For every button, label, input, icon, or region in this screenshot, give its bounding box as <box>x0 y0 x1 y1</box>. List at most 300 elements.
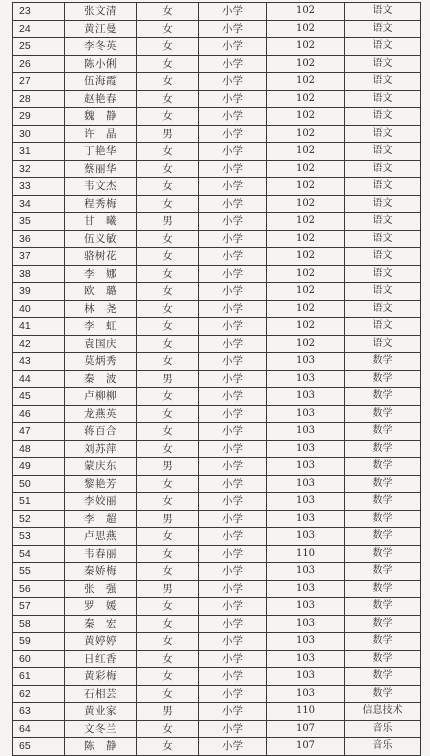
row-number-cell: 30 <box>13 125 65 143</box>
row-number-cell: 38 <box>13 265 65 283</box>
school-level-cell: 小学 <box>199 160 267 178</box>
subject-cell: 数学 <box>345 510 421 528</box>
school-level-cell: 小学 <box>199 300 267 318</box>
subject-cell: 语文 <box>345 3 421 21</box>
row-number-cell: 63 <box>13 703 65 721</box>
gender-cell: 女 <box>137 73 199 91</box>
school-level-cell: 小学 <box>199 738 267 756</box>
row-number-cell: 36 <box>13 230 65 248</box>
school-level-cell: 小学 <box>199 545 267 563</box>
row-number-cell: 47 <box>13 423 65 441</box>
row-number-cell: 51 <box>13 493 65 511</box>
subject-cell: 语文 <box>345 318 421 336</box>
row-number-cell: 58 <box>13 615 65 633</box>
name-cell: 骆树花 <box>65 248 137 266</box>
row-number-cell: 33 <box>13 178 65 196</box>
exam-room-cell: 103 <box>267 440 345 458</box>
row-number-cell: 56 <box>13 580 65 598</box>
row-number-cell: 49 <box>13 458 65 476</box>
exam-room-cell: 102 <box>267 55 345 73</box>
subject-cell: 语文 <box>345 108 421 126</box>
row-number-cell: 64 <box>13 720 65 738</box>
exam-room-cell: 103 <box>267 458 345 476</box>
name-cell: 罗 媛 <box>65 598 137 616</box>
name-cell: 韦春丽 <box>65 545 137 563</box>
school-level-cell: 小学 <box>199 598 267 616</box>
table-row <box>13 668 421 686</box>
gender-cell: 女 <box>137 633 199 651</box>
table-row <box>13 3 421 21</box>
row-number-cell: 34 <box>13 195 65 213</box>
school-level-cell: 小学 <box>199 633 267 651</box>
subject-cell: 数学 <box>345 458 421 476</box>
table-row <box>13 475 421 493</box>
school-level-cell: 小学 <box>199 440 267 458</box>
name-cell: 龙燕英 <box>65 405 137 423</box>
subject-cell: 信息技术 <box>345 703 421 721</box>
table-row <box>13 283 421 301</box>
row-number-cell: 23 <box>13 3 65 21</box>
gender-cell: 女 <box>137 143 199 161</box>
row-number-cell: 46 <box>13 405 65 423</box>
table-row <box>13 20 421 38</box>
gender-cell: 女 <box>137 90 199 108</box>
school-level-cell: 小学 <box>199 703 267 721</box>
gender-cell: 男 <box>137 213 199 231</box>
exam-room-cell: 102 <box>267 90 345 108</box>
gender-cell: 女 <box>137 405 199 423</box>
subject-cell: 语文 <box>345 20 421 38</box>
table-row <box>13 458 421 476</box>
name-cell: 程秀梅 <box>65 195 137 213</box>
row-number-cell: 61 <box>13 668 65 686</box>
gender-cell: 女 <box>137 720 199 738</box>
table-row <box>13 598 421 616</box>
name-cell: 许 晶 <box>65 125 137 143</box>
table-row <box>13 353 421 371</box>
exam-room-cell: 102 <box>267 108 345 126</box>
subject-cell: 语文 <box>345 143 421 161</box>
row-number-cell: 32 <box>13 160 65 178</box>
subject-cell: 语文 <box>345 90 421 108</box>
school-level-cell: 小学 <box>199 580 267 598</box>
gender-cell: 女 <box>137 265 199 283</box>
table-row <box>13 55 421 73</box>
gender-cell: 女 <box>137 318 199 336</box>
row-number-cell: 37 <box>13 248 65 266</box>
name-cell: 林 尧 <box>65 300 137 318</box>
name-cell: 文冬兰 <box>65 720 137 738</box>
gender-cell: 女 <box>137 55 199 73</box>
name-cell: 黄彩梅 <box>65 668 137 686</box>
table-row <box>13 545 421 563</box>
exam-room-cell: 103 <box>267 370 345 388</box>
name-cell: 李 超 <box>65 510 137 528</box>
name-cell: 黄江曼 <box>65 20 137 38</box>
gender-cell: 男 <box>137 370 199 388</box>
exam-room-cell: 103 <box>267 615 345 633</box>
name-cell: 陈小俐 <box>65 55 137 73</box>
table-row <box>13 73 421 91</box>
gender-cell: 女 <box>137 300 199 318</box>
row-number-cell: 31 <box>13 143 65 161</box>
subject-cell: 数学 <box>345 353 421 371</box>
subject-cell: 语文 <box>345 73 421 91</box>
subject-cell: 语文 <box>345 195 421 213</box>
table-row <box>13 230 421 248</box>
school-level-cell: 小学 <box>199 563 267 581</box>
subject-cell: 数学 <box>345 405 421 423</box>
subject-cell: 数学 <box>345 563 421 581</box>
subject-cell: 语文 <box>345 213 421 231</box>
subject-cell: 数学 <box>345 475 421 493</box>
school-level-cell: 小学 <box>199 248 267 266</box>
subject-cell: 数学 <box>345 545 421 563</box>
table-row <box>13 405 421 423</box>
subject-cell: 语文 <box>345 248 421 266</box>
row-number-cell: 45 <box>13 388 65 406</box>
gender-cell: 女 <box>137 615 199 633</box>
subject-cell: 语文 <box>345 38 421 56</box>
row-number-cell: 28 <box>13 90 65 108</box>
table-row <box>13 143 421 161</box>
name-cell: 张 强 <box>65 580 137 598</box>
school-level-cell: 小学 <box>199 370 267 388</box>
subject-cell: 语文 <box>345 125 421 143</box>
row-number-cell: 65 <box>13 738 65 756</box>
school-level-cell: 小学 <box>199 230 267 248</box>
school-level-cell: 小学 <box>199 108 267 126</box>
school-level-cell: 小学 <box>199 685 267 703</box>
table-row <box>13 108 421 126</box>
school-level-cell: 小学 <box>199 615 267 633</box>
exam-room-cell: 103 <box>267 580 345 598</box>
exam-room-cell: 103 <box>267 493 345 511</box>
subject-cell: 数学 <box>345 598 421 616</box>
subject-cell: 数学 <box>345 615 421 633</box>
table-row <box>13 160 421 178</box>
name-cell: 袁国庆 <box>65 335 137 353</box>
row-number-cell: 54 <box>13 545 65 563</box>
subject-cell: 语文 <box>345 283 421 301</box>
school-level-cell: 小学 <box>199 388 267 406</box>
subject-cell: 语文 <box>345 300 421 318</box>
row-number-cell: 29 <box>13 108 65 126</box>
school-level-cell: 小学 <box>199 405 267 423</box>
name-cell: 李姣丽 <box>65 493 137 511</box>
table-row <box>13 265 421 283</box>
row-number-cell: 39 <box>13 283 65 301</box>
subject-cell: 语文 <box>345 265 421 283</box>
school-level-cell: 小学 <box>199 528 267 546</box>
subject-cell: 数学 <box>345 633 421 651</box>
row-number-cell: 40 <box>13 300 65 318</box>
exam-room-cell: 102 <box>267 178 345 196</box>
exam-room-cell: 103 <box>267 423 345 441</box>
table-row <box>13 650 421 668</box>
name-cell: 伍义敏 <box>65 230 137 248</box>
subject-cell: 数学 <box>345 423 421 441</box>
gender-cell: 女 <box>137 738 199 756</box>
subject-cell: 语文 <box>345 335 421 353</box>
row-number-cell: 44 <box>13 370 65 388</box>
table-row <box>13 125 421 143</box>
school-level-cell: 小学 <box>199 458 267 476</box>
gender-cell: 女 <box>137 178 199 196</box>
gender-cell: 女 <box>137 248 199 266</box>
name-cell: 李冬英 <box>65 38 137 56</box>
exam-room-cell: 103 <box>267 563 345 581</box>
gender-cell: 女 <box>137 598 199 616</box>
subject-cell: 数学 <box>345 685 421 703</box>
table-row <box>13 510 421 528</box>
gender-cell: 女 <box>137 195 199 213</box>
name-cell: 韦文杰 <box>65 178 137 196</box>
table-row <box>13 195 421 213</box>
name-cell: 李 虹 <box>65 318 137 336</box>
table-row <box>13 178 421 196</box>
school-level-cell: 小学 <box>199 510 267 528</box>
exam-room-cell: 103 <box>267 510 345 528</box>
gender-cell: 女 <box>137 283 199 301</box>
name-cell: 黄婷婷 <box>65 633 137 651</box>
row-number-cell: 26 <box>13 55 65 73</box>
school-level-cell: 小学 <box>199 178 267 196</box>
name-cell: 甘 曦 <box>65 213 137 231</box>
row-number-cell: 62 <box>13 685 65 703</box>
row-number-cell: 43 <box>13 353 65 371</box>
school-level-cell: 小学 <box>199 55 267 73</box>
row-number-cell: 55 <box>13 563 65 581</box>
gender-cell: 女 <box>137 388 199 406</box>
exam-room-cell: 102 <box>267 230 345 248</box>
row-number-cell: 42 <box>13 335 65 353</box>
gender-cell: 女 <box>137 528 199 546</box>
table-row <box>13 213 421 231</box>
exam-room-cell: 102 <box>267 195 345 213</box>
table-row <box>13 633 421 651</box>
school-level-cell: 小学 <box>199 143 267 161</box>
subject-cell: 数学 <box>345 440 421 458</box>
table-row <box>13 685 421 703</box>
school-level-cell: 小学 <box>199 20 267 38</box>
table-row <box>13 335 421 353</box>
subject-cell: 数学 <box>345 528 421 546</box>
gender-cell: 女 <box>137 668 199 686</box>
row-number-cell: 48 <box>13 440 65 458</box>
exam-room-cell: 102 <box>267 248 345 266</box>
school-level-cell: 小学 <box>199 720 267 738</box>
name-cell: 刘苏萍 <box>65 440 137 458</box>
row-number-cell: 57 <box>13 598 65 616</box>
subject-cell: 数学 <box>345 668 421 686</box>
school-level-cell: 小学 <box>199 283 267 301</box>
school-level-cell: 小学 <box>199 38 267 56</box>
school-level-cell: 小学 <box>199 265 267 283</box>
table-row <box>13 528 421 546</box>
name-cell: 赵艳春 <box>65 90 137 108</box>
school-level-cell: 小学 <box>199 90 267 108</box>
exam-room-cell: 102 <box>267 38 345 56</box>
name-cell: 陈 静 <box>65 738 137 756</box>
school-level-cell: 小学 <box>199 650 267 668</box>
gender-cell: 女 <box>137 108 199 126</box>
exam-room-cell: 102 <box>267 283 345 301</box>
school-level-cell: 小学 <box>199 3 267 21</box>
table-row <box>13 720 421 738</box>
name-cell: 卢柳柳 <box>65 388 137 406</box>
school-level-cell: 小学 <box>199 493 267 511</box>
exam-room-cell: 107 <box>267 720 345 738</box>
school-level-cell: 小学 <box>199 125 267 143</box>
exam-room-cell: 103 <box>267 650 345 668</box>
table-row <box>13 703 421 721</box>
name-cell: 伍海霞 <box>65 73 137 91</box>
exam-room-cell: 102 <box>267 73 345 91</box>
subject-cell: 数学 <box>345 580 421 598</box>
table-row <box>13 440 421 458</box>
row-number-cell: 25 <box>13 38 65 56</box>
exam-room-cell: 102 <box>267 125 345 143</box>
gender-cell: 女 <box>137 423 199 441</box>
row-number-cell: 60 <box>13 650 65 668</box>
subject-cell: 数学 <box>345 370 421 388</box>
school-level-cell: 小学 <box>199 195 267 213</box>
school-level-cell: 小学 <box>199 423 267 441</box>
exam-room-cell: 107 <box>267 738 345 756</box>
gender-cell: 男 <box>137 580 199 598</box>
teacher-roster-table <box>12 2 421 756</box>
exam-room-cell: 102 <box>267 3 345 21</box>
gender-cell: 女 <box>137 353 199 371</box>
subject-cell: 语文 <box>345 160 421 178</box>
name-cell: 秦 宏 <box>65 615 137 633</box>
subject-cell: 语文 <box>345 178 421 196</box>
row-number-cell: 59 <box>13 633 65 651</box>
name-cell: 蒋百合 <box>65 423 137 441</box>
exam-room-cell: 102 <box>267 213 345 231</box>
table-row <box>13 90 421 108</box>
subject-cell: 语文 <box>345 230 421 248</box>
row-number-cell: 35 <box>13 213 65 231</box>
gender-cell: 女 <box>137 650 199 668</box>
name-cell: 秦 波 <box>65 370 137 388</box>
exam-room-cell: 103 <box>267 388 345 406</box>
name-cell: 蒙庆东 <box>65 458 137 476</box>
gender-cell: 女 <box>137 685 199 703</box>
table-row <box>13 318 421 336</box>
name-cell: 黎艳芳 <box>65 475 137 493</box>
exam-room-cell: 110 <box>267 703 345 721</box>
exam-room-cell: 102 <box>267 20 345 38</box>
table-row <box>13 738 421 756</box>
school-level-cell: 小学 <box>199 353 267 371</box>
name-cell: 张文清 <box>65 3 137 21</box>
row-number-cell: 53 <box>13 528 65 546</box>
row-number-cell: 24 <box>13 20 65 38</box>
table-row <box>13 370 421 388</box>
name-cell: 莫炳秀 <box>65 353 137 371</box>
gender-cell: 女 <box>137 20 199 38</box>
subject-cell: 数学 <box>345 493 421 511</box>
school-level-cell: 小学 <box>199 73 267 91</box>
exam-room-cell: 103 <box>267 668 345 686</box>
row-number-cell: 41 <box>13 318 65 336</box>
gender-cell: 男 <box>137 703 199 721</box>
school-level-cell: 小学 <box>199 213 267 231</box>
gender-cell: 女 <box>137 38 199 56</box>
table-row <box>13 388 421 406</box>
gender-cell: 女 <box>137 493 199 511</box>
name-cell: 黄业家 <box>65 703 137 721</box>
table-row <box>13 423 421 441</box>
name-cell: 魏 静 <box>65 108 137 126</box>
gender-cell: 男 <box>137 125 199 143</box>
subject-cell: 数学 <box>345 650 421 668</box>
gender-cell: 女 <box>137 475 199 493</box>
name-cell: 欧 璐 <box>65 283 137 301</box>
exam-room-cell: 103 <box>267 405 345 423</box>
school-level-cell: 小学 <box>199 335 267 353</box>
gender-cell: 女 <box>137 3 199 21</box>
row-number-cell: 52 <box>13 510 65 528</box>
gender-cell: 女 <box>137 335 199 353</box>
name-cell: 丁艳华 <box>65 143 137 161</box>
row-number-cell: 27 <box>13 73 65 91</box>
row-number-cell: 50 <box>13 475 65 493</box>
exam-room-cell: 110 <box>267 545 345 563</box>
exam-room-cell: 103 <box>267 353 345 371</box>
gender-cell: 女 <box>137 563 199 581</box>
roster-body <box>13 3 421 756</box>
exam-room-cell: 102 <box>267 265 345 283</box>
exam-room-cell: 102 <box>267 160 345 178</box>
gender-cell: 女 <box>137 440 199 458</box>
name-cell: 日红香 <box>65 650 137 668</box>
exam-room-cell: 103 <box>267 685 345 703</box>
subject-cell: 音乐 <box>345 720 421 738</box>
exam-room-cell: 102 <box>267 143 345 161</box>
table-row <box>13 493 421 511</box>
school-level-cell: 小学 <box>199 475 267 493</box>
school-level-cell: 小学 <box>199 668 267 686</box>
gender-cell: 女 <box>137 160 199 178</box>
gender-cell: 男 <box>137 458 199 476</box>
exam-room-cell: 102 <box>267 300 345 318</box>
table-row <box>13 615 421 633</box>
table-row <box>13 300 421 318</box>
table-row <box>13 563 421 581</box>
exam-room-cell: 102 <box>267 335 345 353</box>
table-row <box>13 580 421 598</box>
exam-room-cell: 103 <box>267 598 345 616</box>
name-cell: 石相芸 <box>65 685 137 703</box>
exam-room-cell: 103 <box>267 633 345 651</box>
table-row <box>13 248 421 266</box>
exam-room-cell: 103 <box>267 475 345 493</box>
gender-cell: 女 <box>137 545 199 563</box>
gender-cell: 女 <box>137 230 199 248</box>
subject-cell: 数学 <box>345 388 421 406</box>
name-cell: 卢思燕 <box>65 528 137 546</box>
school-level-cell: 小学 <box>199 318 267 336</box>
name-cell: 秦娇梅 <box>65 563 137 581</box>
subject-cell: 音乐 <box>345 738 421 756</box>
exam-room-cell: 102 <box>267 318 345 336</box>
subject-cell: 语文 <box>345 55 421 73</box>
name-cell: 李 娜 <box>65 265 137 283</box>
exam-room-cell: 103 <box>267 528 345 546</box>
